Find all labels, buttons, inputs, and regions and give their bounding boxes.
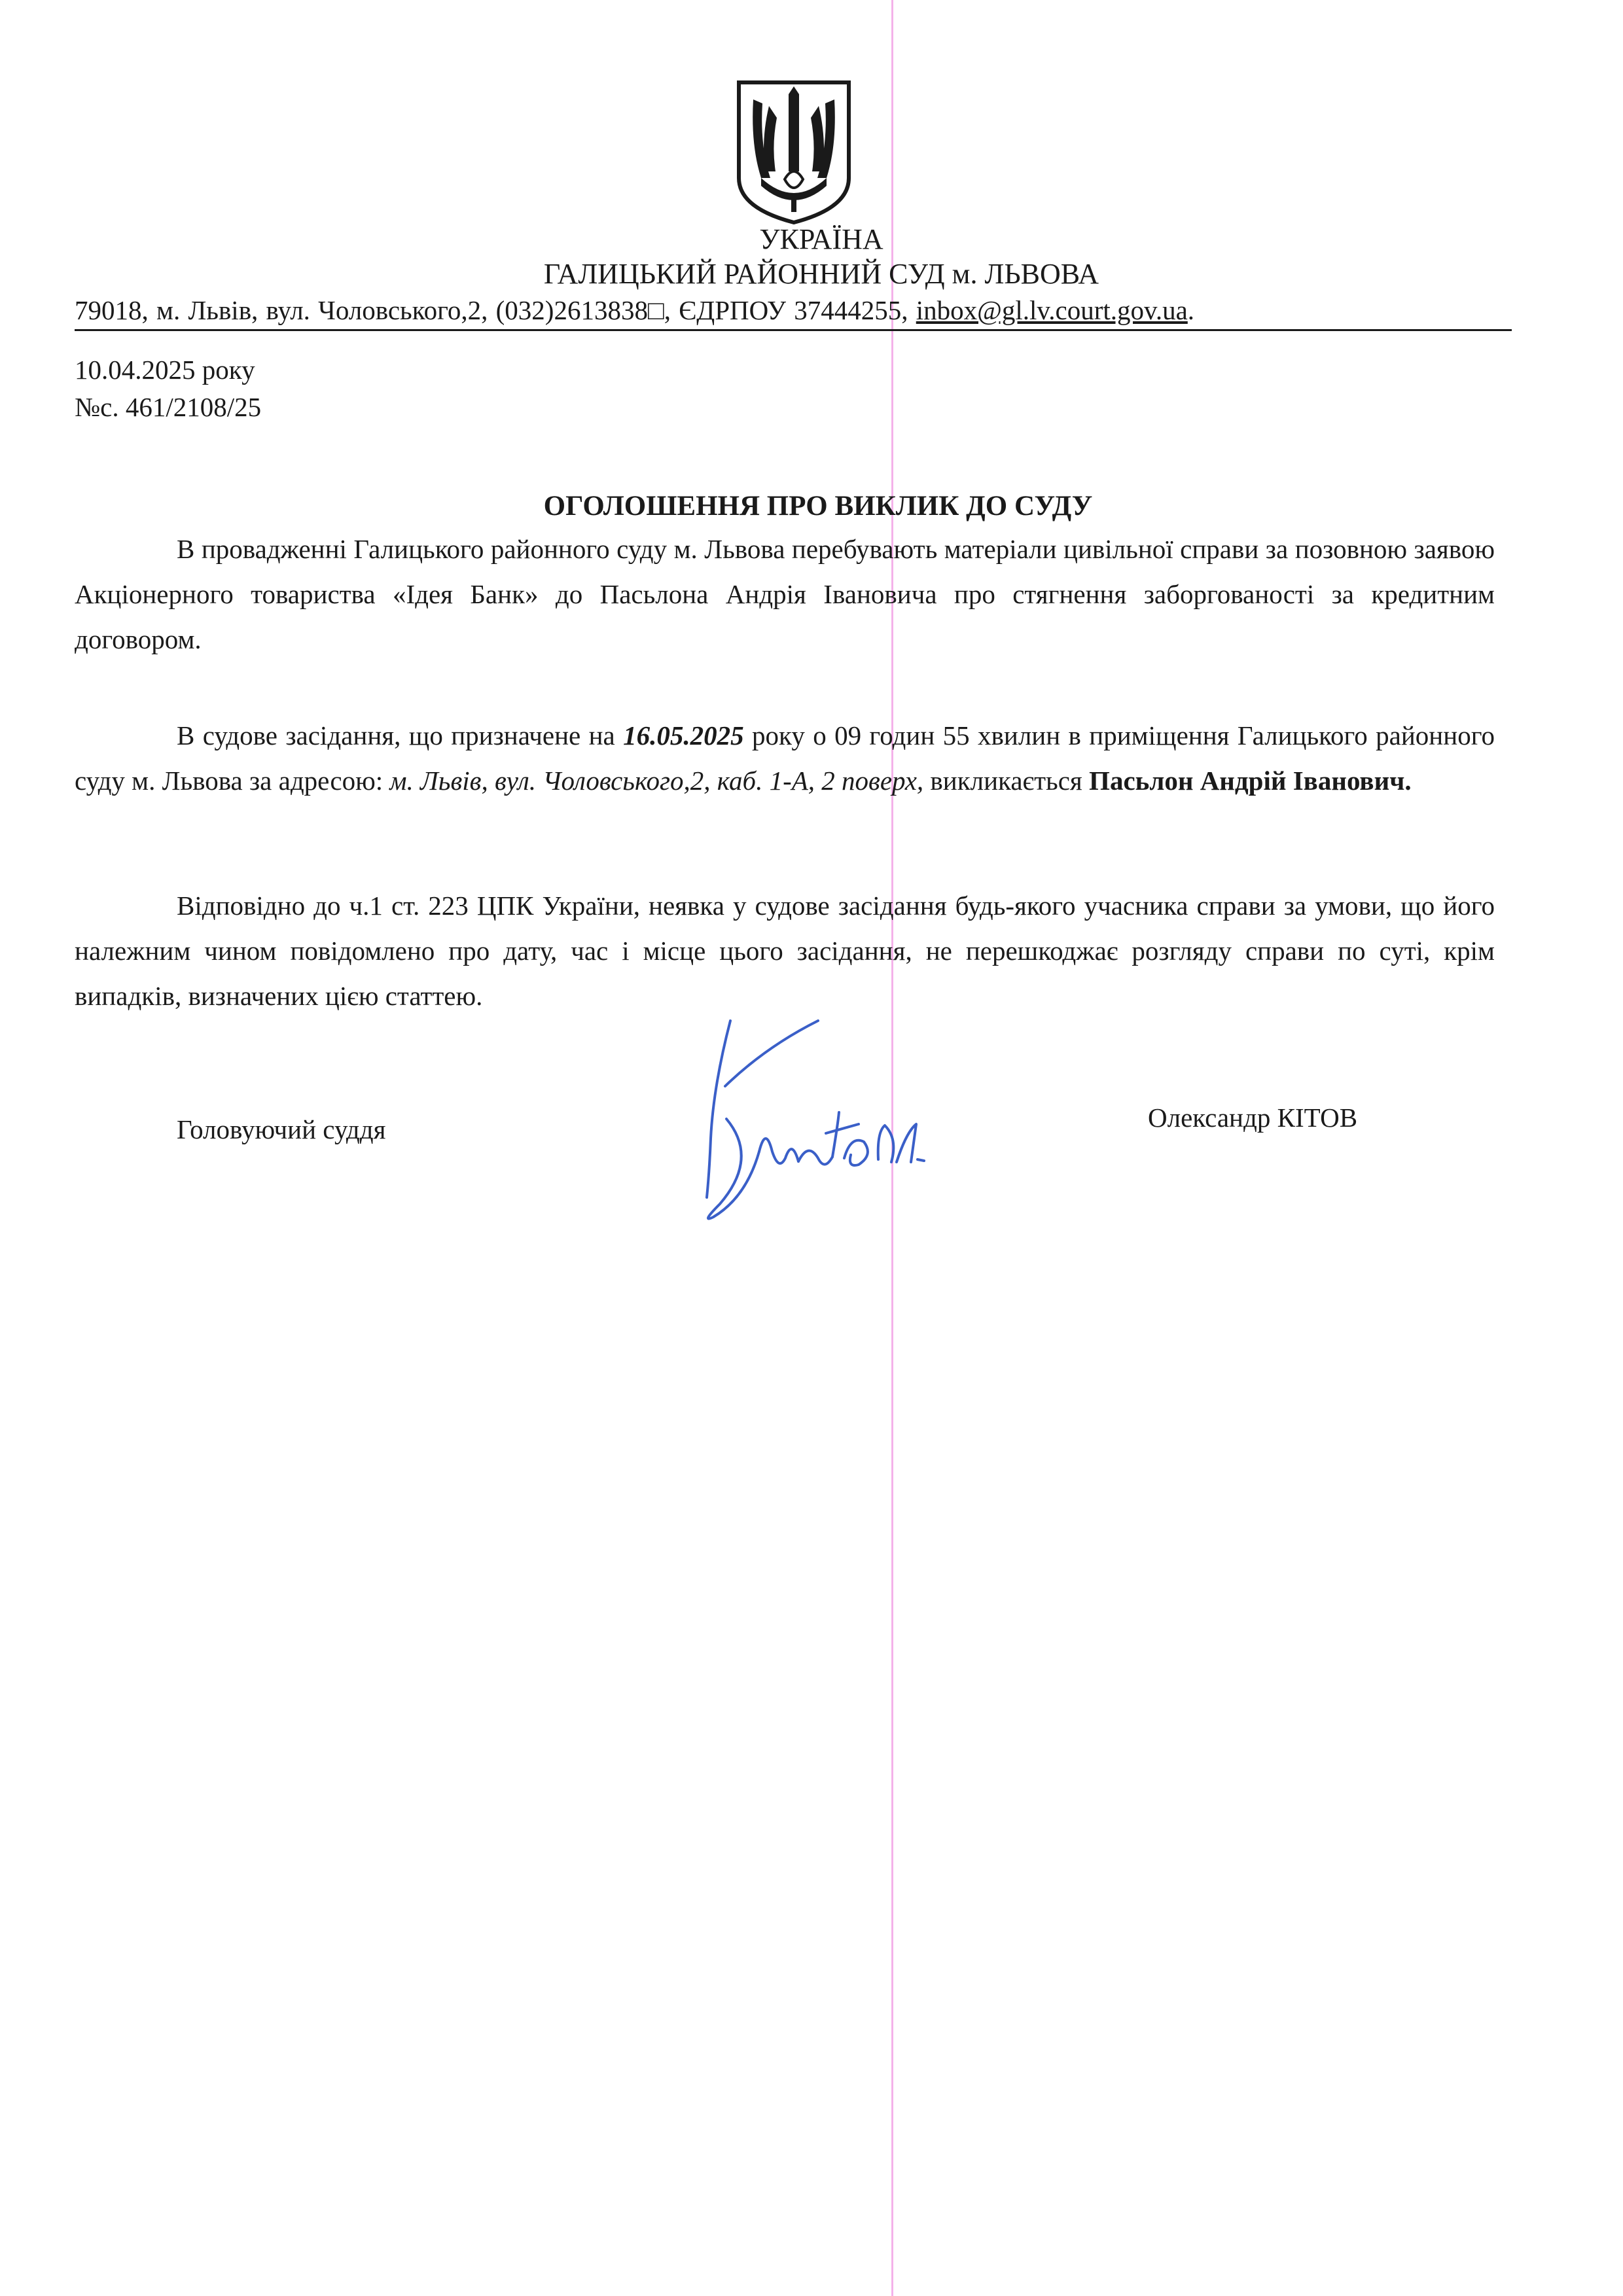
court-name-heading: ГАЛИЦЬКИЙ РАЙОННИЙ СУД м. ЛЬВОВА <box>543 258 1099 290</box>
paragraph-legal-notice: Відповідно до ч.1 ст. 223 ЦПК України, неявка у судове засідання будь-якого учасника справи за умови, що його належним чином повідомлено про дату, час і місце цього засідання, не перешкоджає розгляду справи по суті, крім випадків, визначених цією статтею. <box>75 891 1495 1011</box>
coat-of-arms-icon <box>735 80 853 225</box>
court-address-line <box>75 293 1194 327</box>
court-email-link[interactable]: inbox@gl.lv.court.gov.ua <box>916 295 1188 325</box>
hearing-date: 16.05.2025 <box>623 720 744 751</box>
letterhead-divider <box>75 329 1512 331</box>
document-date: 10.04.2025 року <box>75 355 255 385</box>
address-end-punct: . <box>1187 295 1195 325</box>
hearing-address: м. Львів, вул. Чоловського,2, каб. 1-А, 2 поверх, <box>389 766 924 796</box>
handwritten-signature <box>687 1008 1001 1243</box>
summons-text-middle: року о 09 годин 55 хвилин в приміщення Галицького районного суду м. Львова за адресою: <box>75 720 1495 796</box>
summoned-person: Пасьлон Андрій Іванович. <box>1089 766 1412 796</box>
judge-name: Олександр КІТОВ <box>1148 1103 1358 1133</box>
document-number: №с. 461/2108/25 <box>75 392 262 422</box>
judge-role: Головуючий суддя <box>177 1114 386 1144</box>
paragraph-case-description: В провадженні Галицького районного суду м. Львова перебувають матеріали цивільної справи за позовною заявою Акціонерного товариства «Ідея Банк» до Пасьлона Андрія Івановича про стягнення заборгованості за кредитним договором. <box>75 534 1495 654</box>
court-address: 79018, м. Львів, вул. Чоловського,2, (032)2613838□, ЄДРПОУ 37444255, <box>75 295 916 325</box>
paragraph-hearing-summons <box>75 713 1495 804</box>
summons-text-end: викликається <box>923 766 1090 796</box>
document-title: ОГОЛОШЕННЯ ПРО ВИКЛИК ДО СУДУ <box>543 491 1093 521</box>
summons-text-start: В судове засідання, що призначене на <box>177 720 624 751</box>
country-heading: УКРАЇНА <box>759 223 883 255</box>
